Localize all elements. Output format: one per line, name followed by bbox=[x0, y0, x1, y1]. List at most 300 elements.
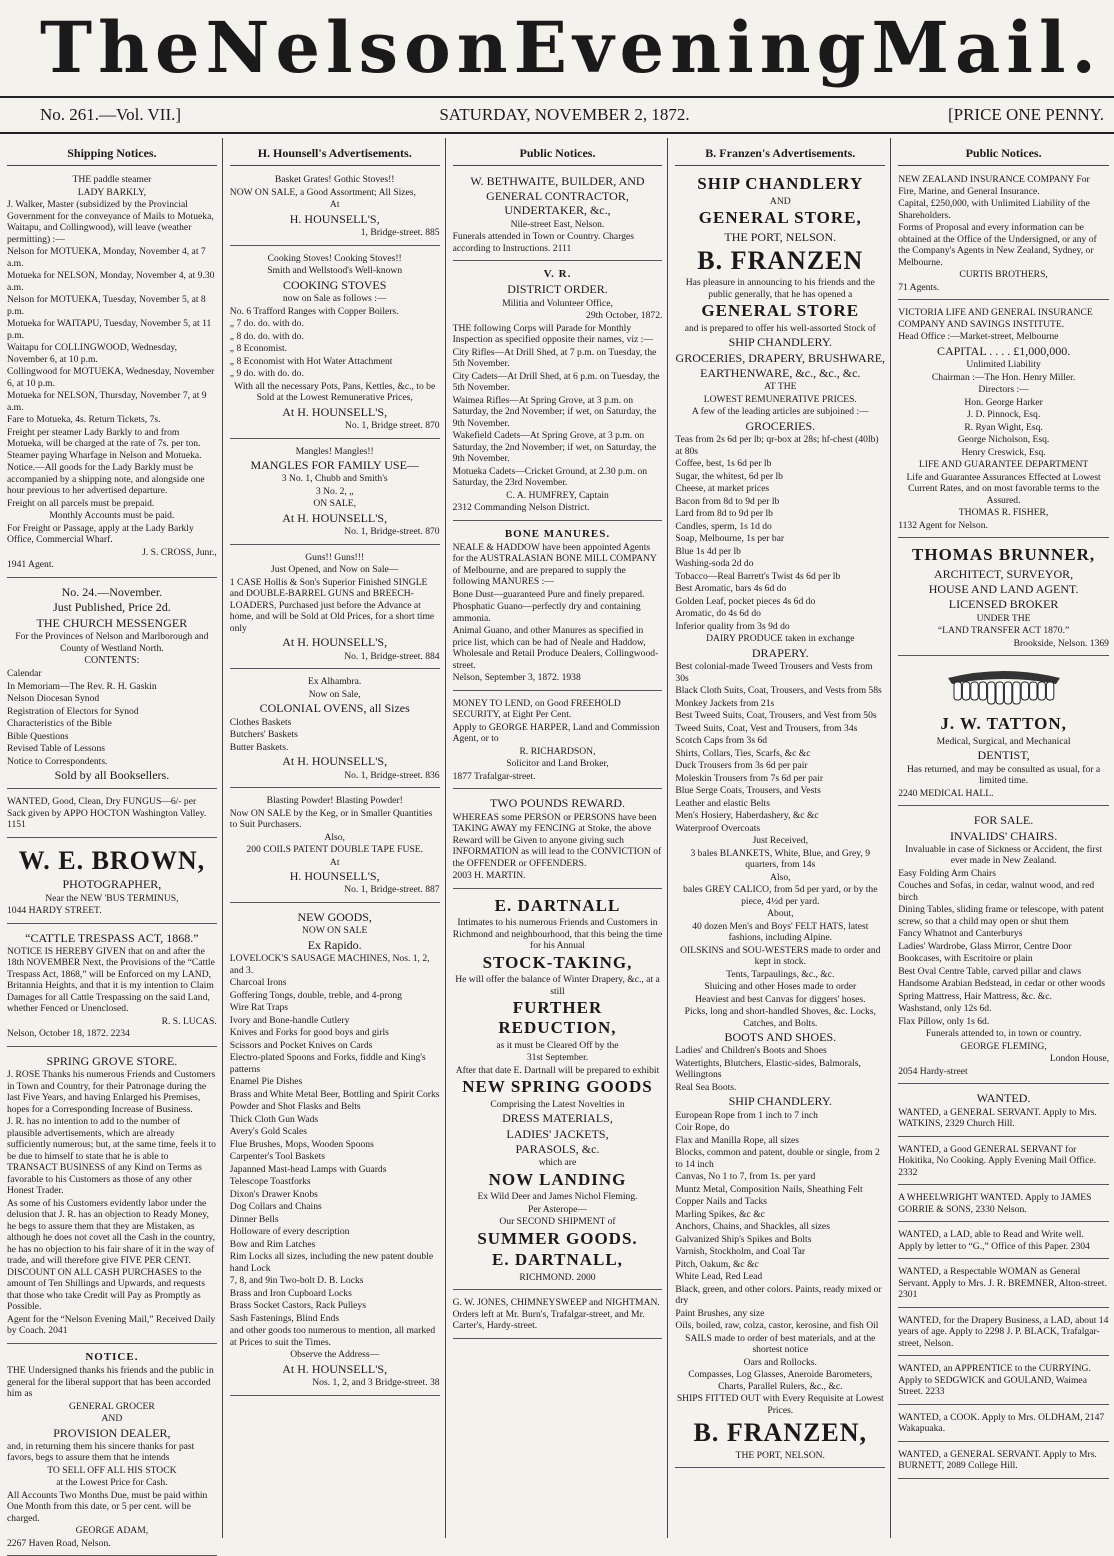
ad-text: MANGLES FOR FAMILY USE— bbox=[250, 458, 419, 473]
ad-text: Motueka for NELSON, Thursday, November 7, at 9 a.m. bbox=[7, 390, 207, 413]
ad-text: THOMAS BRUNNER, bbox=[912, 545, 1096, 565]
ad-text: Coffee, best, 1s 6d per lb bbox=[675, 458, 772, 470]
ad-text: J. D. Pinnock, Esq. bbox=[966, 409, 1041, 421]
ad-text: J. Walker, Master (subsidized by the Provincial Government for the conveyance of Mails to Motueka, Waitapu, and Collingwood), will leave (weather permitting) :— bbox=[7, 199, 214, 245]
ad-text: Notice to Correspondents. bbox=[7, 755, 108, 767]
ad-text: Marling Spikes, &c &c bbox=[675, 1208, 765, 1220]
issue-date: SATURDAY, NOVEMBER 2, 1872. bbox=[439, 105, 690, 124]
ad-text: Ladies' and Children's Boots and Shoes bbox=[675, 1045, 827, 1057]
ad-text: Blocks, common and patent, double or single, from 2 to 14 inch bbox=[675, 1147, 880, 1170]
ad-text: WANTED, a Respectable WOMAN as General Servant. Apply to Mrs. J. R. BREMNER, Alton-street. 2301 bbox=[898, 1266, 1107, 1301]
ad-text: Blue Serge Coats, Trousers, and Vests bbox=[675, 785, 821, 797]
ad-text: GEORGE ADAM, bbox=[75, 1525, 149, 1537]
ad-text: City Rifles—At Drill Shed, at 7 p.m. on Tuesday, the 5th November. bbox=[452, 346, 657, 370]
ad-text: Flue Brushes, Mops, Wooden Spoons bbox=[229, 1138, 374, 1150]
ad-text: WHEREAS some PERSON or PERSONS have been TAKING AWAY my FENCING at Stoke, the above Reward will be Given to anyone giving such INFORMATION as will lead to the CONVICTION of the OFFENDER or OFFENDERS. bbox=[452, 811, 662, 869]
ad-text: PARASOLS, &c. bbox=[515, 1141, 600, 1156]
ad-text: SHIP CHANDLERY. bbox=[728, 1094, 832, 1109]
ad-text: LICENSED BROKER bbox=[948, 597, 1059, 612]
ad-text: Sugar, the whitest, 6d per lb bbox=[675, 470, 783, 482]
ad-text: 1877 Trafalgar-street. bbox=[452, 770, 536, 782]
ad-text: At H. HOUNSELL'S, bbox=[282, 404, 388, 419]
advertisement bbox=[7, 1050, 217, 1344]
ad-text: and other goods too numerous to mention, all marked at Prices to suit the Times. bbox=[229, 1325, 436, 1348]
ad-text: “LAND TRANSFER ACT 1870.” bbox=[937, 625, 1070, 637]
ad-text: J. R. has no intention to add to the number of plausible advertisements, which are already sufficiently numerous; but, at the same time, feels it to be due to himself to state that he is able to TRANSACT BUSINESS of any Kind on Terms as favorable to his Customers as those of any other Honest Trader. bbox=[7, 1116, 216, 1197]
ad-text: Ex Alhambra. bbox=[308, 676, 362, 688]
ad-text: Guns!! Guns!!! bbox=[305, 551, 365, 563]
ad-text: Spring Mattress, Hair Mattress, &c. &c. bbox=[898, 990, 1052, 1002]
column-5 bbox=[891, 138, 1114, 1538]
ad-text: WANTED, Good, Clean, Dry FUNGUS—6/- per Sack given by APPO HOCTON Washington Valley. 1151 bbox=[7, 796, 207, 831]
ad-text: 29th October, 1872. bbox=[586, 310, 663, 322]
ad-text: PHOTOGRAPHER, bbox=[62, 877, 162, 892]
ad-text: Best Aromatic, bars 4s 6d do bbox=[675, 583, 787, 595]
ad-text: Directors :— bbox=[978, 384, 1029, 396]
ad-text: Ladies' Wardrobe, Glass Mirror, Centre Door bbox=[898, 940, 1072, 952]
advertisement bbox=[453, 524, 663, 691]
ad-text: GEORGE FLEMING, bbox=[960, 1040, 1047, 1052]
advertisement bbox=[898, 659, 1109, 806]
ad-text: DISTRICT ORDER. bbox=[507, 282, 608, 297]
ad-text: At H. HOUNSELL'S, bbox=[282, 1361, 388, 1376]
ad-text: 2267 Haven Road, Nelson. bbox=[7, 1537, 111, 1549]
ad-text: GROCERIES, DRAPERY, BRUSHWARE, bbox=[675, 350, 886, 365]
ad-text: W. E. BROWN, bbox=[18, 845, 206, 875]
ad-text: at the Lowest Price for Cash. bbox=[56, 1477, 168, 1489]
ad-text: Paint Brushes, any size bbox=[675, 1307, 765, 1319]
ad-text: GENERAL GROCER bbox=[69, 1400, 155, 1412]
advertisement bbox=[230, 170, 440, 245]
ad-text: Thick Cloth Gun Wads bbox=[229, 1113, 319, 1125]
ad-text: Agent for the “Nelson Evening Mail,” Received Daily by Coach. 2041 bbox=[7, 1313, 216, 1337]
ad-text: „ 7 do. do. with do. bbox=[229, 318, 304, 330]
ad-text: CAPITAL . . . . £1,000,000. bbox=[936, 343, 1071, 358]
ad-text: A WHEELWRIGHT WANTED. Apply to JAMES GORRIE & SONS, 2330 Nelson. bbox=[898, 1192, 1092, 1215]
ad-text: Also, bbox=[324, 831, 345, 843]
ad-text: Carpenter's Tool Baskets bbox=[229, 1151, 325, 1163]
ad-text: and is prepared to offer his well-assorted Stock of bbox=[684, 322, 876, 334]
ad-text: European Rope from 1 inch to 7 inch bbox=[675, 1109, 818, 1121]
ad-text: DRAPERY. bbox=[751, 645, 809, 660]
ad-text: Anchors, Chains, and Shackles, all sizes bbox=[675, 1221, 830, 1233]
advertisement bbox=[453, 792, 663, 888]
ad-text: MONEY TO LEND, on Good FREEHOLD SECURITY, at Eight Per Cent. bbox=[452, 697, 621, 721]
ad-text: Now on Sale, bbox=[308, 688, 361, 700]
ad-text: At H. HOUNSELL'S, bbox=[282, 510, 388, 525]
ad-text: Ex Rapido. bbox=[307, 937, 362, 952]
ad-text: 2054 Hardy-street bbox=[898, 1065, 968, 1077]
ad-text: Canvas, No 1 to 7, from 1s. per yard bbox=[675, 1171, 816, 1183]
masthead-word-4: Mail. bbox=[871, 6, 1102, 89]
ad-text: At bbox=[329, 199, 340, 211]
ad-text: NEALE & HADDOW have been appointed Agents for the AUSTRALASIAN BONE MILL COMPANY of Melbourne, and are prepared to supply the following MANURES :— bbox=[452, 541, 657, 588]
ad-text: WANTED, a GENERAL SERVANT. Apply to Mrs. WATKINS, 2329 Church Hill. bbox=[898, 1106, 1097, 1130]
ad-text: ON SALE, bbox=[313, 498, 357, 510]
ad-text: London House, bbox=[1049, 1053, 1109, 1065]
ad-text: THE PORT, NELSON. bbox=[724, 229, 837, 244]
ad-text: BONE MANURES. bbox=[504, 527, 611, 540]
ad-text: Also, bbox=[770, 871, 791, 883]
ad-text: Sluicing and other Hoses made to order bbox=[704, 981, 857, 993]
ad-text: GENERAL STORE bbox=[701, 301, 860, 321]
ad-text: NOW LANDING bbox=[488, 1169, 627, 1189]
issue-price: [PRICE ONE PENNY. bbox=[947, 105, 1104, 124]
ad-text: Life and Guarantee Assurances Effected at Lowest Current Rates, and on most favorable terms to the Assured. bbox=[906, 471, 1101, 506]
ad-text: Butter Baskets. bbox=[229, 741, 289, 753]
ad-text: 71 Agents. bbox=[898, 281, 940, 293]
ad-text: Unlimited Liability bbox=[966, 359, 1041, 371]
advertisement bbox=[453, 892, 663, 1290]
ad-text: TO SELL OFF ALL HIS STOCK bbox=[47, 1464, 177, 1476]
ad-text: Cooking Stoves! Cooking Stoves!! bbox=[267, 252, 402, 264]
columns bbox=[0, 138, 1114, 1549]
ad-text: 1132 Agent for Nelson. bbox=[898, 519, 988, 531]
ad-text: Lard from 8d to 9d per lb bbox=[675, 508, 773, 520]
ad-text: Monkey Jackets from 21s bbox=[675, 697, 775, 709]
ad-text: ARCHITECT, SURVEYOR, bbox=[934, 566, 1074, 581]
ad-text: Varnish, Stockholm, and Coal Tar bbox=[675, 1246, 806, 1258]
ad-text: Nelson, September 3, 1872. 1938 bbox=[452, 672, 581, 684]
ad-text: Freight per steamer Lady Barkly to and from Motueka, will be charged at the rate of 7s. per ton. Steamer paying Wharfage in Nelson and Motueka. bbox=[7, 426, 202, 461]
ad-text: Hon. George Harker bbox=[964, 396, 1043, 408]
ad-text: Tents, Tarpaulings, &c., &c. bbox=[726, 968, 835, 980]
ad-text: At H. HOUNSELL'S, bbox=[282, 635, 388, 650]
ad-text: Capital, £250,000, with Unlimited Liability of the Shareholders. bbox=[898, 198, 1090, 221]
ad-text: SHIP CHANDLERY bbox=[697, 174, 864, 194]
ad-text: as it must be Cleared Off by the bbox=[496, 1039, 619, 1051]
ad-text: THE CHURCH MESSENGER bbox=[36, 615, 188, 630]
ad-text: Funerals attended in Town or Country. Charges according to Instructions. 2111 bbox=[452, 231, 634, 254]
ad-text: CONTENTS: bbox=[84, 655, 140, 667]
ad-text: No. 1, Bridge-street. 887 bbox=[344, 884, 440, 896]
issue-line bbox=[0, 96, 1114, 134]
ad-text: SUMMER GOODS. bbox=[477, 1228, 638, 1248]
ad-text: Solicitor and Land Broker, bbox=[506, 758, 609, 770]
ad-text: R. S. LUCAS. bbox=[161, 1015, 217, 1027]
ad-text: DRESS MATERIALS, bbox=[502, 1111, 613, 1126]
ad-text: BOOTS AND SHOES. bbox=[724, 1030, 837, 1045]
ad-text: UNDER THE bbox=[976, 612, 1031, 624]
ad-text: E. DARTNALL, bbox=[492, 1250, 623, 1270]
ad-text: 200 COILS PATENT DOUBLE TAPE FUSE. bbox=[246, 844, 423, 856]
column-1 bbox=[0, 138, 223, 1549]
ad-text: NEW GOODS, bbox=[297, 909, 372, 924]
ad-text: PROVISION DEALER, bbox=[53, 1425, 171, 1440]
ad-text: For the Provinces of Nelson and Marlborough and County of Westland North. bbox=[15, 631, 209, 654]
advertisement bbox=[7, 841, 217, 924]
ad-text: At H. HOUNSELL'S, bbox=[282, 754, 388, 769]
ad-text: Waterproof Overcoats bbox=[675, 822, 761, 834]
ad-text: 3 bales BLANKETS, White, Blue, and Grey, 9 quarters, from 14s bbox=[690, 847, 871, 871]
ad-text: NEW SPRING GOODS bbox=[462, 1077, 653, 1097]
ad-text: GENERAL STORE, bbox=[698, 208, 862, 228]
ad-text: No. 1, Bridge-street. 884 bbox=[344, 650, 440, 662]
ad-text: THE following Corps will Parade for Monthly Inspection as specified opposite their names, viz :— bbox=[452, 322, 653, 346]
ad-text: FOR SALE. bbox=[973, 813, 1034, 828]
ad-text: B. FRANZEN bbox=[697, 246, 864, 276]
advertisement bbox=[7, 792, 217, 838]
masthead-word-2: Nelson bbox=[205, 6, 514, 89]
ad-text: Henry Creswick, Esq. bbox=[961, 446, 1046, 458]
advertisement bbox=[7, 927, 217, 1047]
ad-text: Coir Rope, do bbox=[675, 1122, 730, 1134]
ad-text: Best Oval Centre Table, carved pillar and claws bbox=[898, 965, 1082, 977]
ad-text: Head Office :—Market-street, Melbourne bbox=[898, 331, 1059, 343]
ad-text: HOUSE AND LAND AGENT. bbox=[928, 582, 1079, 597]
ad-text: Clothes Baskets bbox=[229, 716, 292, 728]
ad-text: SAILS made to order of best materials, and at the shortest notice bbox=[685, 1332, 876, 1356]
ad-text: Couches and Sofas, in cedar, walnut wood, and red birch bbox=[898, 880, 1095, 903]
ad-text: Phosphatic Guano—perfectly dry and containing ammonia. bbox=[452, 601, 641, 624]
ad-text: Our SECOND SHIPMENT of bbox=[499, 1216, 616, 1228]
masthead bbox=[0, 0, 1114, 96]
ad-text: Dixon's Drawer Knobs bbox=[229, 1188, 318, 1200]
ad-text: COLONIAL OVENS, all Sizes bbox=[259, 701, 410, 716]
ad-text: 31st September. bbox=[526, 1052, 589, 1064]
advertisement bbox=[898, 1188, 1109, 1222]
ad-text: Motueka Cadets—Cricket Ground, at 2.30 p.m. on Saturday, the 23rd November. bbox=[452, 465, 648, 489]
ad-text: A few of the leading articles are subjoined :— bbox=[691, 406, 869, 418]
ad-text: OILSKINS and SOU-WESTERS made to order and kept in stock. bbox=[680, 944, 881, 968]
advertisement bbox=[453, 170, 663, 261]
ad-text: Wire Rat Traps bbox=[229, 1002, 289, 1014]
ad-text: Tweed Suits, Coat, Vest and Trousers, from 34s bbox=[675, 722, 858, 734]
ad-text: 1 CASE Hollis & Son's Superior Finished SINGLE and DOUBLE-BARREL GUNS and BREECH-LOADERS, Purchased just before the Advance at home, and will be Sold at Old Prices, for a short time only bbox=[229, 576, 435, 634]
ad-text: Best Tweed Suits, Coat, Trousers, and Vest from 50s bbox=[675, 710, 877, 722]
ad-text: 40 dozen Men's and Boys' FELT HATS, latest fashions, including Alpine. bbox=[692, 920, 869, 944]
ad-text: Characteristics of the Bible bbox=[7, 718, 112, 730]
ad-text: Brass Socket Castors, Rack Pulleys bbox=[229, 1300, 366, 1312]
ad-text: bales GREY CALICO, from 5d per yard, or by the piece, 4½d per yard. bbox=[683, 884, 878, 907]
column-title: Shipping Notices. bbox=[7, 142, 217, 166]
ad-text: Picks, long and short-handled Shoves, &c. Locks, Catches, and Bolts. bbox=[684, 1006, 876, 1029]
ad-text: Wakefield Cadets—At Spring Grove, at 3 p.m. on Saturday, the 2nd November; if wet, on Saturday, the 9th November. bbox=[452, 430, 657, 465]
advertisement bbox=[230, 548, 440, 669]
advertisement bbox=[898, 1445, 1109, 1479]
ad-text: CURTIS BROTHERS, bbox=[959, 269, 1048, 281]
column-title: Public Notices. bbox=[453, 142, 663, 166]
advertisement bbox=[898, 809, 1109, 1084]
ad-text: Heaviest and best Canvas for diggers' hoses. bbox=[695, 993, 866, 1005]
ad-text: NOTICE IS HEREBY GIVEN that on and after the 18th NOVEMBER Next, the Provisions of the “Cattle Trespass Act, 1868,” will be Enforced on my LAND, Britannia Heights, and that it is my intention to Claim Damages for all Cattle Trespassing on the said Land, whether Fenced or Unenclosed. bbox=[7, 945, 215, 1015]
ad-text: No. 1, Bridge street. 870 bbox=[345, 420, 440, 432]
ad-text: WANTED, a GENERAL SERVANT. Apply to Mrs. BURNETT, 2089 College Hill. bbox=[898, 1448, 1097, 1472]
ad-text: WANTED. bbox=[976, 1091, 1031, 1106]
ad-text: Now ON SALE by the Keg, or in Smaller Quantities to Suit Purchasers. bbox=[229, 807, 433, 831]
ad-text: Brookside, Nelson. 1369 bbox=[1013, 637, 1109, 649]
ad-text: H. HOUNSELL'S, bbox=[289, 211, 380, 226]
ad-text: Dinner Bells bbox=[229, 1213, 279, 1225]
masthead-word-1: The bbox=[40, 6, 206, 89]
ad-text: Motueka for WAITAPU, Tuesday, November 5, at 11 p.m. bbox=[7, 318, 212, 341]
ad-text: Medical, Surgical, and Mechanical bbox=[936, 735, 1071, 747]
advertisement bbox=[675, 170, 885, 1468]
advertisement bbox=[230, 442, 440, 545]
ad-text: Nos. 1, 2, and 3 Bridge-street. 38 bbox=[312, 1377, 440, 1389]
ad-text: Funerals attended to, in town or country. bbox=[925, 1028, 1082, 1040]
ad-text: Bow and Rim Latches bbox=[229, 1238, 316, 1250]
ad-text: „ 8 Economist with Hot Water Attachment bbox=[229, 355, 393, 367]
ad-text: Dog Collars and Chains bbox=[229, 1201, 322, 1213]
ad-text: J. ROSE Thanks his numerous Friends and Customers in Town and Country, for their Patronage during the last Five Years, and having Enlarged his Premises, hopes for a Corresponding Increase of Business. bbox=[7, 1069, 216, 1115]
column-title: Public Notices. bbox=[898, 142, 1109, 166]
ad-text: WANTED, a Good GENERAL SERVANT for Hokitika, No Cooking. Apply Evening Mail Office. 2332 bbox=[898, 1143, 1096, 1178]
ad-text: Just Opened, and Now on Sale— bbox=[271, 564, 399, 576]
ad-text: Ex Wild Deer and James Nichol Fleming. bbox=[477, 1191, 638, 1203]
ad-text: Per Asterope— bbox=[528, 1203, 587, 1215]
ad-text: LADY BARKLY, bbox=[77, 186, 147, 198]
ad-text: Avery's Gold Scales bbox=[229, 1126, 308, 1138]
ad-text: Smith and Wellstood's Well-known bbox=[267, 265, 403, 277]
ad-text: Nelson for MOTUEKA, Tuesday, November 5, at 8 p.m. bbox=[7, 294, 206, 317]
ad-text: 2003 H. MARTIN. bbox=[452, 870, 526, 882]
ad-text: H. HOUNSELL'S, bbox=[289, 869, 380, 884]
ad-text: Men's Hosiery, Haberdashery, &c &c bbox=[675, 810, 819, 822]
ad-text: LIFE AND GUARANTEE DEPARTMENT bbox=[918, 459, 1089, 471]
column-title: H. Hounsell's Advertisements. bbox=[230, 142, 440, 166]
advertisement bbox=[898, 1408, 1109, 1442]
ad-text: Apply to GEORGE HARPER, Land and Commission Agent, or to bbox=[452, 721, 660, 745]
ad-text: Bone Dust—guaranteed Pure and finely prepared. bbox=[452, 588, 645, 600]
ad-text: Washing-soda 2d do bbox=[675, 558, 754, 570]
ad-text: Chairman :—The Hon. Henry Miller. bbox=[931, 371, 1076, 383]
ad-text: R. Ryan Wight, Esq. bbox=[964, 421, 1043, 433]
ad-text: AND bbox=[769, 195, 791, 207]
ad-text: Japanned Mast-head Lamps with Guards bbox=[229, 1163, 387, 1175]
ad-text: Flax Pillow, only 1s 6d. bbox=[898, 1015, 990, 1027]
ad-text: No. 1, Bridge-street. 836 bbox=[344, 769, 440, 781]
ad-text: Soap, Melbourne, 1s per bar bbox=[675, 533, 785, 545]
ad-text: Bacon from 8d to 9d per lb bbox=[675, 495, 780, 507]
ad-text: SHIPS FITTED OUT with Every Requisite at Lowest Prices. bbox=[676, 1393, 884, 1416]
ad-text: Sash Fastenings, Blind Ends bbox=[229, 1312, 340, 1324]
ad-text: Just Published, Price 2d. bbox=[53, 600, 171, 615]
ad-text: Holloware of every description bbox=[229, 1226, 350, 1238]
ad-text: Brass and Iron Cupboard Locks bbox=[229, 1287, 352, 1299]
ad-text: Notice.—All goods for the Lady Barkly must be accompanied by a shipping note, and alongside one hour previous to her advertised departure. bbox=[7, 462, 205, 497]
ad-text: At bbox=[329, 856, 340, 868]
ad-text: Has returned, and may be consulted as usual, for a limited time. bbox=[907, 763, 1101, 787]
ad-text: Rim Locks all sizes, including the new patent double hand Lock bbox=[229, 1251, 434, 1274]
ad-text: Galvanized Ship's Spikes and Bolts bbox=[675, 1233, 812, 1245]
ad-text: Intimates to his numerous Friends and Customers in Richmond and neighbourhood, that this being the time for his Annual bbox=[452, 917, 663, 952]
ad-text: „ 8 Economist. bbox=[229, 343, 288, 355]
ad-text: Waitapu for COLLINGWOOD, Wednesday, November 6, at 10 p.m. bbox=[7, 342, 178, 365]
ad-text: E. DARTNALL bbox=[494, 895, 621, 915]
advertisement bbox=[898, 303, 1109, 538]
advertisement bbox=[453, 1293, 663, 1339]
ad-text: 7, 8, and 9in Two-bolt D. B. Locks bbox=[229, 1275, 364, 1287]
ad-text: Copper Nails and Tacks bbox=[675, 1196, 767, 1208]
ad-text: Nile-street East, Nelson. bbox=[510, 218, 605, 230]
ad-text: THE Undersigned thanks his friends and the public in general for the liberal support that has been accorded him as bbox=[7, 1365, 214, 1399]
ad-text: NEW ZEALAND INSURANCE COMPANY For Fire, Marine, and General Insurance. bbox=[898, 174, 1090, 197]
ad-text: Fancy Whatnot and Canterburys bbox=[898, 928, 1023, 940]
ad-text: C. A. HUMFREY, Captain bbox=[506, 489, 609, 501]
ad-text: Mangles! Mangles!! bbox=[295, 445, 374, 457]
ad-text: FURTHER REDUCTION, bbox=[498, 998, 617, 1038]
ad-text: After that date E. Dartnall will be prepared to exhibit bbox=[455, 1064, 660, 1076]
ad-text: George Nicholson, Esq. bbox=[957, 434, 1050, 446]
column-4 bbox=[668, 138, 891, 1538]
ad-text: No. 24.—November. bbox=[61, 584, 163, 599]
ad-text: „ 9 do. with do. do. bbox=[229, 368, 304, 380]
ad-text: Near the NEW 'BUS TERMINUS, bbox=[45, 892, 179, 904]
advertisement bbox=[898, 1087, 1109, 1136]
ad-text: J. W. TATTON, bbox=[940, 714, 1067, 734]
ad-text: For Freight or Passage, apply at the Lady Barkly Office, Commercial Wharf. bbox=[7, 522, 194, 546]
ad-text: Has pleasure in announcing to his friends and the public generally, that he has opened a bbox=[685, 277, 875, 300]
ad-text: Blue 1s 4d per lb bbox=[675, 545, 741, 557]
ad-text: 1044 HARDY STREET. bbox=[7, 905, 102, 917]
ad-text: LOWEST REMUNERATIVE PRICES. bbox=[703, 393, 857, 405]
ad-text: TWO POUNDS REWARD. bbox=[489, 796, 625, 811]
column-2 bbox=[223, 138, 446, 1538]
ad-text: Enamel Pie Dishes bbox=[229, 1076, 303, 1088]
ad-text: STOCK-TAKING, bbox=[482, 952, 633, 972]
ad-text: Animal Guano, and other Manures as specified in price list, which can be had of Neale and Haddow, Wholesale and Retail Produce Dealers, Collingwood-street. bbox=[452, 625, 659, 671]
ad-text: Shirts, Collars, Ties, Scarfs, &c &c bbox=[675, 747, 811, 759]
ad-text: B. FRANZEN, bbox=[693, 1418, 868, 1448]
ad-text: Forms of Proposal and every information can be obtained at the Office of the Undersigned, or any of the Company's Agents in New Zealand, Sydney, or Melbourne. bbox=[898, 222, 1097, 268]
ad-text: EARTHENWARE, &c., &c., &c. bbox=[700, 365, 861, 380]
advertisement bbox=[230, 672, 440, 788]
ad-text: NOW ON SALE, a Good Assortment; All Sizes, bbox=[229, 186, 416, 198]
ad-text: Oils, boiled, raw, colza, castor, kerosine, and fish Oil bbox=[675, 1320, 879, 1332]
ad-text: Knives and Forks for good boys and girls bbox=[229, 1027, 389, 1039]
advertisement bbox=[453, 694, 663, 790]
ad-text: Candles, sperm, 1s 1d do bbox=[675, 520, 772, 532]
ad-text: Muntz Metal, Composition Nails, Sheathing Felt bbox=[675, 1183, 863, 1195]
advertisement bbox=[898, 541, 1109, 656]
ad-text: Golden Leaf, pocket pieces 4s 6d do bbox=[675, 595, 816, 607]
ad-text: Duck Trousers from 3s 6d per pair bbox=[675, 760, 808, 772]
ad-text: Registration of Electors for Synod bbox=[7, 705, 139, 717]
advertisement bbox=[898, 170, 1109, 300]
advertisement bbox=[7, 1347, 217, 1556]
ad-text: Aromatic, do 4s 6d do bbox=[675, 608, 761, 620]
ad-text: Scissors and Pocket Knives on Cards bbox=[229, 1039, 373, 1051]
ad-text: and, in returning them his sincere thanks for past favors, begs to assure them that he intends bbox=[7, 1440, 195, 1464]
ad-text: Telescope Toastforks bbox=[229, 1176, 311, 1188]
ad-text: SHIP CHANDLERY. bbox=[728, 335, 832, 350]
ad-text: NOTICE. bbox=[85, 1350, 139, 1363]
dentures-illustration bbox=[944, 668, 1064, 708]
ad-text: Compasses, Log Glasses, Aneroide Barometers, Charts, Parallel Rulers, &c., &c. bbox=[688, 1369, 873, 1392]
ad-text: 2240 MEDICAL HALL. bbox=[898, 787, 994, 799]
ad-text: Comprising the Latest Novelties in bbox=[490, 1098, 625, 1110]
column-title: B. Franzen's Advertisements. bbox=[675, 142, 885, 166]
ad-text: now on Sale as follows :— bbox=[282, 293, 387, 305]
advertisement bbox=[7, 581, 217, 790]
ad-text: Revised Table of Lessons bbox=[7, 743, 106, 755]
column-3 bbox=[446, 138, 669, 1538]
advertisement bbox=[230, 249, 440, 439]
advertisement bbox=[230, 791, 440, 903]
ad-text: Moleskin Trousers from 7s 6d per pair bbox=[675, 772, 824, 784]
ad-text: Monthly Accounts must be paid. bbox=[49, 510, 175, 522]
ad-text: NOW ON SALE bbox=[302, 925, 368, 937]
ad-text: Nelson for MOTUEKA, Monday, November 4, at 7 a.m. bbox=[7, 246, 206, 269]
ad-text: which are bbox=[538, 1157, 577, 1169]
ad-text: 3 No. 2, „ bbox=[315, 485, 354, 497]
ad-text: WANTED, a COOK. Apply to Mrs. OLDHAM, 2147 Wakapuaka. bbox=[898, 1411, 1105, 1435]
ad-text: THOMAS R. FISHER, bbox=[958, 507, 1049, 519]
ad-text: J. S. CROSS, Junr., bbox=[142, 546, 217, 558]
ad-text: Powder and Shot Flasks and Belts bbox=[229, 1101, 361, 1113]
advertisement bbox=[898, 1311, 1109, 1357]
